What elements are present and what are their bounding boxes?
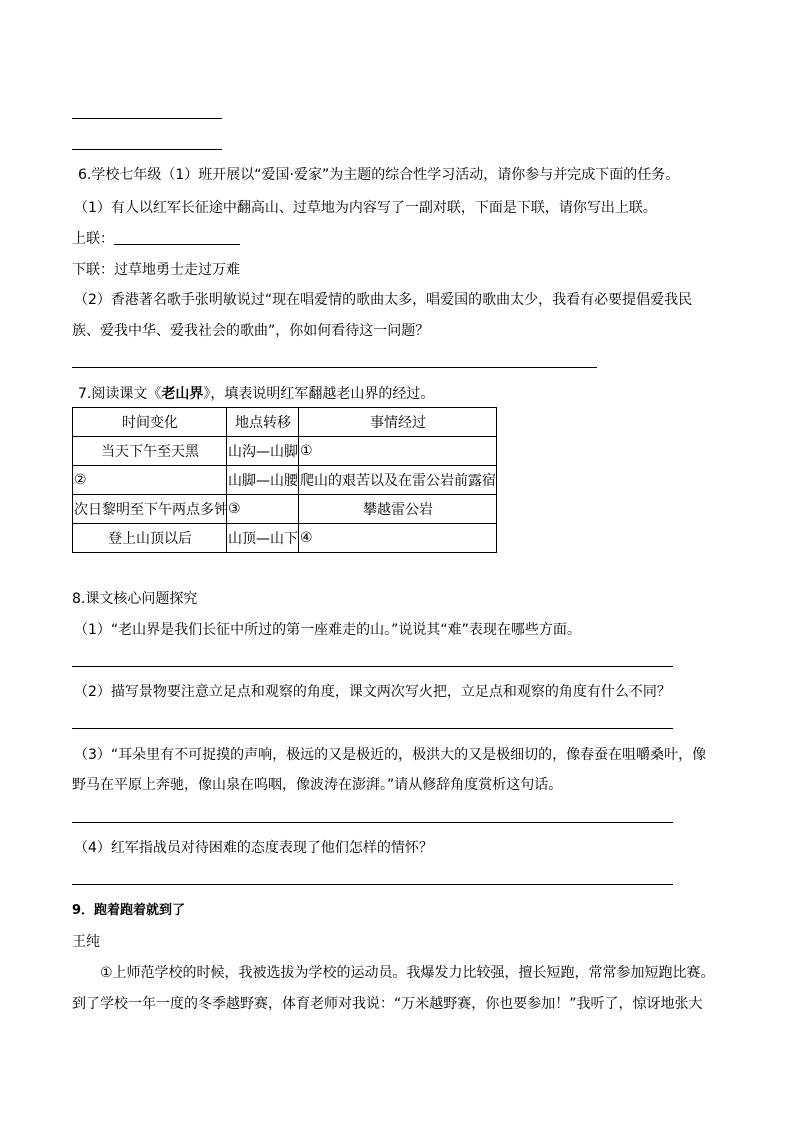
- upper-couplet-blank[interactable]: [114, 230, 240, 245]
- q7-stem-title: 老山界: [161, 386, 204, 402]
- table-cell: 次日黎明至下午两点多钟: [73, 495, 227, 524]
- q8-part1: （1）“老山界是我们长征中所过的第一座难走的山。”说说其“难”表现在哪些方面。: [74, 622, 581, 638]
- q6-upper-couplet: [72, 230, 240, 248]
- table-header-cell: 时间变化: [73, 408, 227, 437]
- q9-author: 王纯: [72, 934, 100, 950]
- q9-title: 9．跑着跑着就到了: [72, 903, 186, 918]
- q8-part2: （2）描写景物要注意立足点和观察的角度，课文两次写火把，立足点和观察的角度有什么不同？: [74, 684, 671, 700]
- answer-line-top-2[interactable]: [72, 149, 222, 150]
- table-cell: 山顶—山下: [227, 524, 299, 553]
- q8-part3-line1: （3）“耳朵里有不可捉摸的声响，极远的又是极近的，极洪大的又是极细切的，像春蚕在咀嚼桑叶，像: [74, 747, 707, 763]
- table-cell: 山脚—山腰: [227, 466, 299, 495]
- table-header-row: [73, 408, 497, 437]
- march-table: [72, 407, 497, 553]
- table-row: [73, 495, 497, 524]
- table-cell: 登上山顶以后: [73, 524, 227, 553]
- q8-answer-line-1[interactable]: [72, 666, 673, 667]
- q6-stem: 6.学校七年级（1）班开展以“爱国·爱家”为主题的综合性学习活动，请你参与并完成下面的任务。: [78, 167, 680, 183]
- q6-answer-line[interactable]: [72, 367, 597, 368]
- table-header-cell: 事情经过: [299, 408, 497, 437]
- q6-lower-couplet: 下联：过草地勇士走过万难: [72, 262, 240, 278]
- table-row: [73, 466, 497, 495]
- q8-answer-line-2[interactable]: [72, 728, 673, 729]
- q9-para1-line1: ①上师范学校的时候，我被选拔为学校的运动员。我爆发力比较强，擅长短跑，常常参加短跑比赛。: [100, 965, 715, 981]
- table-cell-answer[interactable]: ②: [73, 466, 227, 495]
- table-row: [73, 524, 497, 553]
- q9-para1-line2: 到了学校一年一度的冬季越野赛，体育老师对我说：“万米越野赛，你也要参加！”我听了，惊讶地张大: [72, 996, 703, 1012]
- upper-couplet-label: 上联：: [72, 231, 114, 247]
- table-row: [73, 437, 497, 466]
- q6-part2-line1: （2）香港著名歌手张明敏说过“现在唱爱情的歌曲太多，唱爱国的歌曲太少，我看有必要提倡爱我民: [74, 292, 693, 308]
- q7-stem-b: 》，填表说明红军翻越老山界的经过。: [203, 386, 435, 402]
- table-cell: 山沟—山脚: [227, 437, 299, 466]
- table-cell-answer[interactable]: ③: [227, 495, 299, 524]
- q8-stem: 8.课文核心问题探究: [72, 591, 198, 607]
- q6-part2-line2: 族、爱我中华、爱我社会的歌曲”，你如何看待这一问题？: [72, 323, 430, 339]
- table-cell-answer[interactable]: ④: [299, 524, 497, 553]
- q8-answer-line-3[interactable]: [72, 822, 673, 823]
- q7-stem: [78, 385, 434, 403]
- answer-line-top-1[interactable]: [72, 118, 222, 119]
- table-header-cell: 地点转移: [227, 408, 299, 437]
- table-cell: 爬山的艰苦以及在雷公岩前露宿: [299, 466, 497, 495]
- q6-part1: （1）有人以红军长征途中翻高山、过草地为内容写了一副对联，下面是下联，请你写出上联。: [74, 200, 657, 216]
- q8-answer-line-4[interactable]: [72, 884, 673, 885]
- table-cell-answer[interactable]: ①: [299, 437, 497, 466]
- q8-part4: （4）红军指战员对待困难的态度表现了他们怎样的情怀？: [74, 840, 433, 856]
- table-cell: 攀越雷公岩: [299, 495, 497, 524]
- q7-stem-a: 7.阅读课文《: [78, 386, 162, 402]
- table-cell: 当天下午至天黑: [73, 437, 227, 466]
- q8-part3-line2: 野马在平原上奔驰，像山泉在呜咽，像波涛在澎湃。”请从修辞角度赏析这句话。: [72, 777, 563, 793]
